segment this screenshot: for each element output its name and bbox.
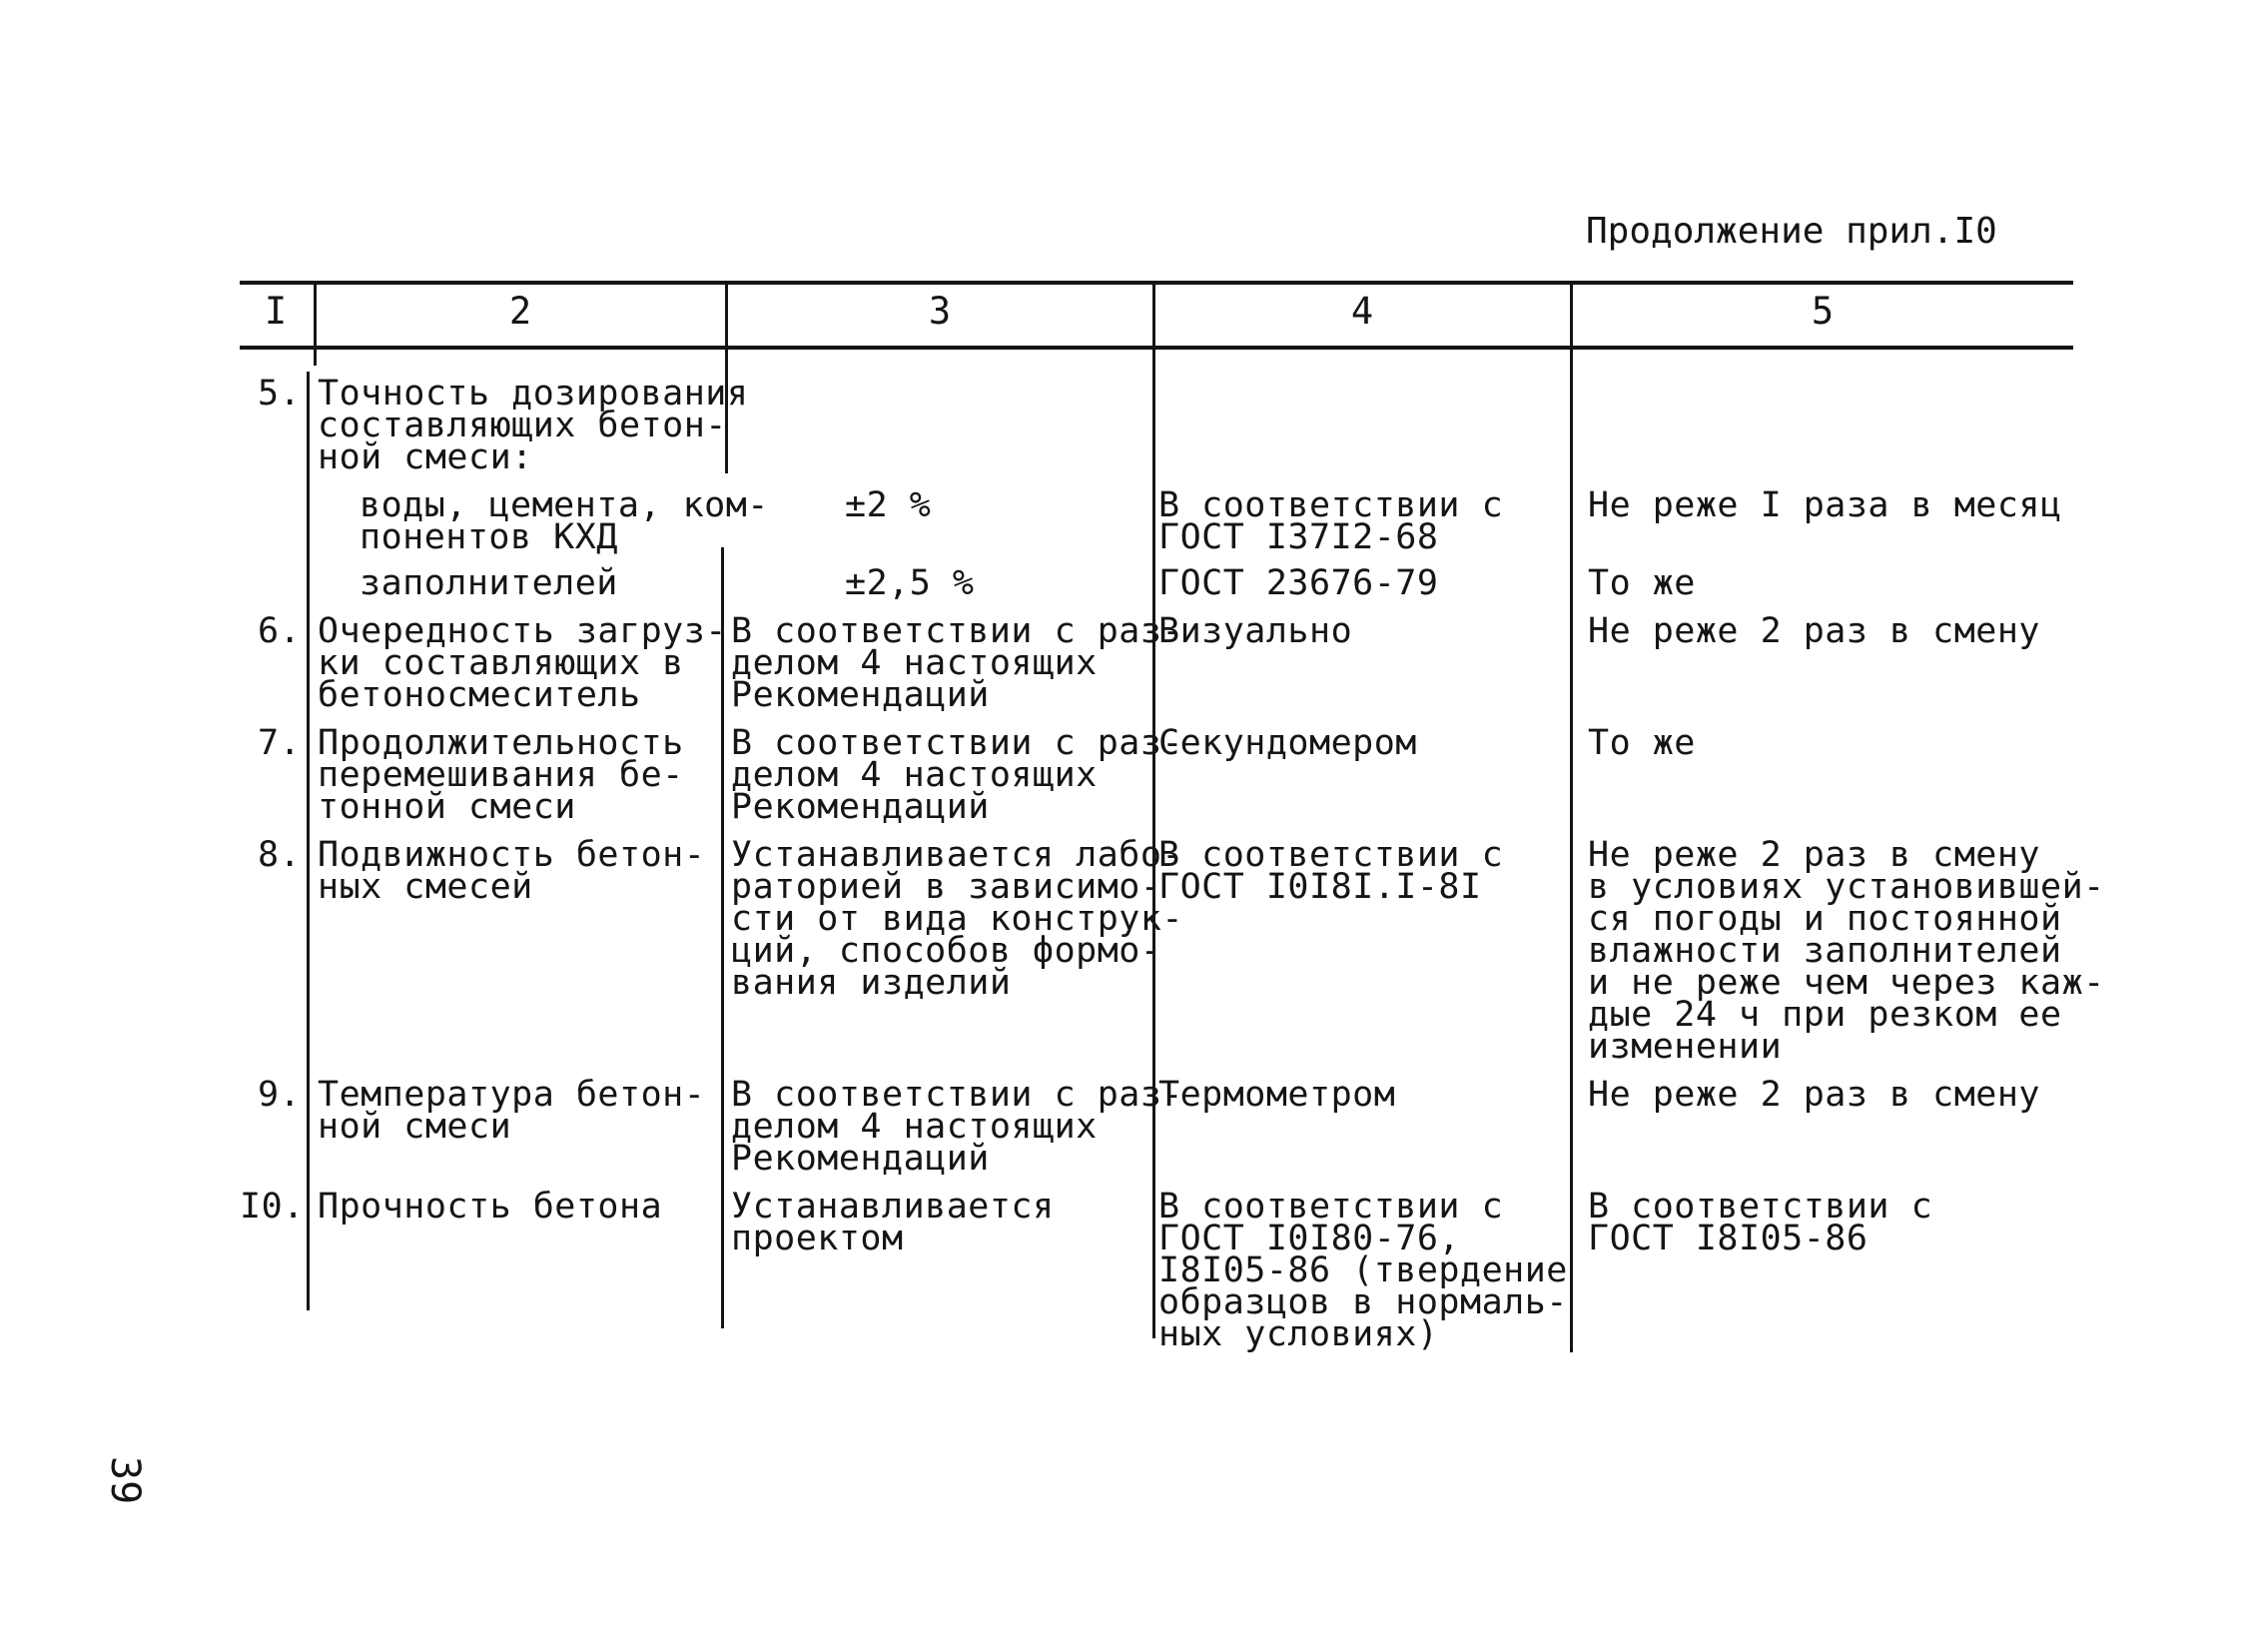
row-number: 9. [258, 1075, 302, 1115]
frequency-cell: Не реже 2 раз в смену [1588, 611, 2041, 651]
row-number: 5. [258, 374, 302, 413]
method-cell: Визуально [1158, 611, 1353, 651]
parameter-cell: Температура бетон- ной смеси [318, 1075, 706, 1147]
continuation-title: Продолжение прил.I0 [1586, 211, 1997, 252]
method-cell: В соответствии с ГОСТ I0I8I.I-8I [1158, 835, 1504, 907]
row-number: 7. [258, 723, 302, 763]
col-divider-4 [1570, 284, 1573, 1352]
parameter-cell: Точность дозирования составляющих бетон- ной смеси: [318, 374, 749, 477]
frequency-cell: Не реже 2 раз в смену в условиях установившей- ся погоды и постоянной влажности заполнителей и не реже чем через каж- дые 24 ч при резком ее изменении [1588, 835, 2105, 1067]
frequency-cell: Не реже 2 раз в смену [1588, 1075, 2041, 1115]
frequency-cell: То же [1588, 563, 1696, 603]
parameter-cell: Подвижность бетон- ных смесей [318, 835, 706, 907]
requirement-cell: Устанавливается проектом [731, 1187, 1055, 1258]
method-cell: Секундомером [1158, 723, 1417, 763]
parameter-cell: Очередность загруз- ки составляющих в бетоносмеситель [318, 611, 727, 715]
frequency-cell: Не реже I раза в месяц [1588, 485, 2062, 525]
page-number: 39 [102, 1456, 148, 1505]
row-number: 6. [258, 611, 302, 651]
column-header-2: 2 [508, 290, 532, 333]
method-cell: В соответствии с ГОСТ I37I2-68 [1158, 485, 1504, 557]
requirement-cell: В соответствии с раз- делом 4 настоящих Рекомендаций [731, 611, 1184, 715]
parameter-cell: заполнителей [360, 563, 618, 603]
method-cell: ГОСТ 23676-79 [1158, 563, 1439, 603]
requirement-cell: Устанавливается лабо- раторией в зависимо- сти от вида конструк- ций, способов формо- вания изделий [731, 835, 1184, 1003]
table-top-rule [240, 281, 2073, 285]
column-header-4: 4 [1350, 290, 1374, 333]
parameter-cell: Прочность бетона [318, 1187, 663, 1227]
requirement-cell: В соответствии с раз- делом 4 настоящих Рекомендаций [731, 723, 1184, 827]
row-number: I0. [240, 1187, 305, 1227]
frequency-cell: В соответствии с ГОСТ I8I05-86 [1588, 1187, 1933, 1258]
method-cell: В соответствии с ГОСТ I0I80-76, I8I05-86 (твердение образцов в нормаль- ных условиях) [1158, 1187, 1568, 1354]
column-header-5: 5 [1811, 290, 1835, 333]
requirement-cell: В соответствии с раз- делом 4 настоящих Рекомендаций [731, 1075, 1184, 1179]
column-header-1: I [264, 290, 288, 333]
tolerance-cell: ±2 % [845, 485, 932, 525]
row-number: 8. [258, 835, 302, 875]
parameter-cell: Продолжительность перемешивания бе- тонной смеси [318, 723, 684, 827]
tolerance-cell: ±2,5 % [845, 563, 975, 603]
method-cell: Термометром [1158, 1075, 1396, 1115]
col-divider-1 [307, 372, 310, 1310]
frequency-cell: То же [1588, 723, 1696, 763]
table-header-rule [240, 346, 2073, 350]
parameter-cell: воды, цемента, ком- понентов КХД [360, 485, 769, 557]
column-header-3: 3 [928, 290, 952, 333]
